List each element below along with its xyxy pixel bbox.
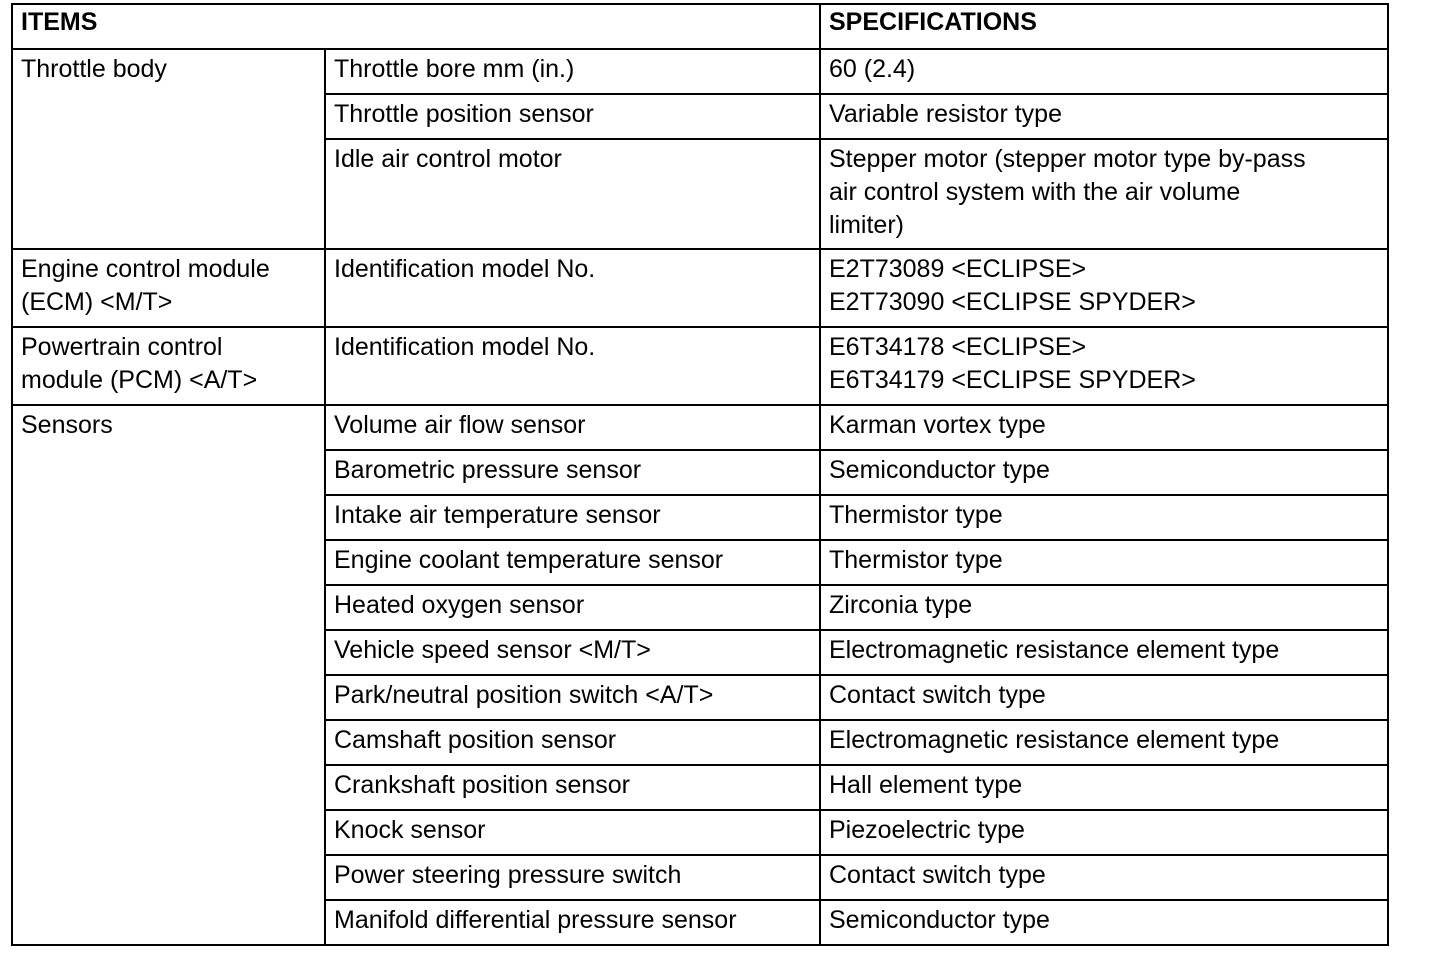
spec-value: Semiconductor type — [820, 900, 1388, 945]
header-row — [12, 4, 1388, 49]
item-line: module (PCM) <A/T> — [21, 366, 258, 394]
spec-line: 60 (2.4) — [829, 55, 916, 83]
spec-line: E2T73090 <ECLIPSE SPYDER> — [829, 288, 1196, 316]
spec-line: E6T34178 <ECLIPSE> — [829, 333, 1087, 361]
spec-value: Electromagnetic resistance element type — [820, 630, 1388, 675]
spec-value: Piezoelectric type — [820, 810, 1388, 855]
table-row — [12, 327, 1388, 405]
item-ecm — [12, 249, 325, 327]
spec-value — [820, 249, 1388, 327]
spec-value — [820, 139, 1388, 249]
spec-value: Contact switch type — [820, 675, 1388, 720]
item-throttle-body: Throttle body — [12, 49, 325, 249]
spec-line: E6T34179 <ECLIPSE SPYDER> — [829, 366, 1196, 394]
item-pcm — [12, 327, 325, 405]
sub-item: Barometric pressure sensor — [325, 450, 820, 495]
spec-value: Karman vortex type — [820, 405, 1388, 450]
sub-item: Volume air flow sensor — [325, 405, 820, 450]
sub-item: Knock sensor — [325, 810, 820, 855]
sub-item: Park/neutral position switch <A/T> — [325, 675, 820, 720]
spec-value: Zirconia type — [820, 585, 1388, 630]
spec-value: Thermistor type — [820, 495, 1388, 540]
sub-item: Engine coolant temperature sensor — [325, 540, 820, 585]
sub-item: Crankshaft position sensor — [325, 765, 820, 810]
items-header: ITEMS — [12, 4, 820, 49]
sub-item: Throttle bore mm (in.) — [325, 49, 820, 94]
sub-item: Intake air temperature sensor — [325, 495, 820, 540]
spec-value — [820, 327, 1388, 405]
spec-value: Thermistor type — [820, 540, 1388, 585]
sub-item: Throttle position sensor — [325, 94, 820, 139]
sub-item: Manifold differential pressure sensor — [325, 900, 820, 945]
spec-value: Electromagnetic resistance element type — [820, 720, 1388, 765]
sub-item: Identification model No. — [325, 327, 820, 405]
specifications-table — [11, 3, 1389, 946]
item-line: (ECM) <M/T> — [21, 288, 173, 316]
sub-item: Vehicle speed sensor <M/T> — [325, 630, 820, 675]
table-row — [12, 405, 1388, 450]
spec-value — [820, 94, 1388, 139]
spec-line: Variable resistor type — [829, 100, 1062, 128]
item-line: Powertrain control — [21, 333, 223, 361]
sub-item: Power steering pressure switch — [325, 855, 820, 900]
sub-item: Idle air control motor — [325, 139, 820, 249]
table-row — [12, 49, 1388, 94]
sub-item: Heated oxygen sensor — [325, 585, 820, 630]
spec-line: Stepper motor (stepper motor type by-pass — [829, 145, 1306, 173]
sub-item: Camshaft position sensor — [325, 720, 820, 765]
specifications-header: SPECIFICATIONS — [820, 4, 1388, 49]
spec-line: air control system with the air volume — [829, 178, 1241, 206]
spec-value — [820, 49, 1388, 94]
spec-value: Contact switch type — [820, 855, 1388, 900]
spec-line: E2T73089 <ECLIPSE> — [829, 255, 1087, 283]
spec-line: limiter) — [829, 211, 904, 239]
spec-value: Semiconductor type — [820, 450, 1388, 495]
item-line: Engine control module — [21, 255, 270, 283]
item-sensors: Sensors — [12, 405, 325, 945]
sub-item: Identification model No. — [325, 249, 820, 327]
table-row — [12, 249, 1388, 327]
spec-value: Hall element type — [820, 765, 1388, 810]
